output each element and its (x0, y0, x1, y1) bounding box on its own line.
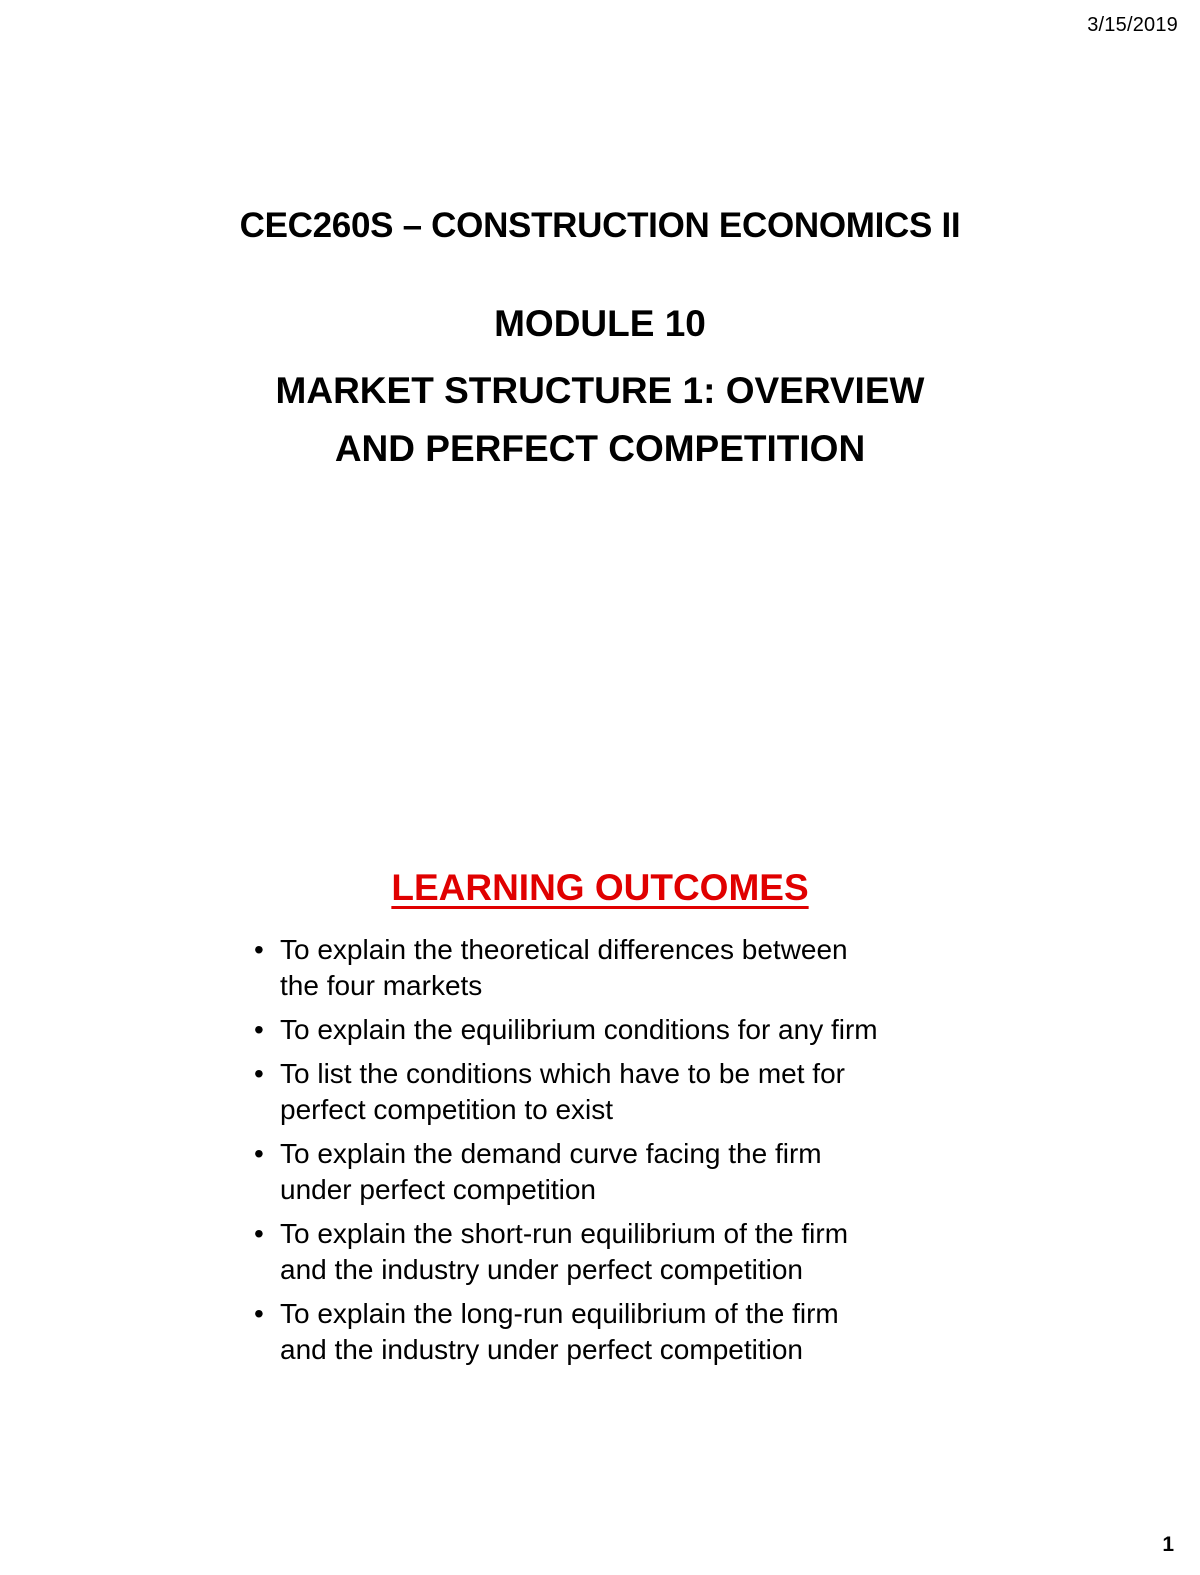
bullet-icon: • (254, 1138, 264, 1169)
outcome-text-continued: and the industry under perfect competition (280, 1254, 803, 1285)
learning-outcomes-list (250, 932, 970, 1376)
learning-outcomes-heading: LEARNING OUTCOMES (391, 867, 809, 908)
bullet-icon: • (254, 1014, 264, 1045)
outcome-item (250, 1136, 970, 1208)
outcome-text-continued: and the industry under perfect competition (280, 1334, 803, 1365)
page-number: 1 (1162, 1533, 1174, 1556)
outcome-text-continued: under perfect competition (280, 1174, 596, 1205)
outcome-text-continued: perfect competition to exist (280, 1094, 614, 1125)
course-title: CEC260S – CONSTRUCTION ECONOMICS II (239, 206, 961, 245)
print-date: 3/15/2019 (1087, 14, 1178, 36)
topic-title-line-2: AND PERFECT COMPETITION (334, 428, 866, 469)
outcome-item (250, 1296, 970, 1368)
outcome-item (250, 932, 970, 1004)
outcome-text: To explain the long-run equilibrium of the firm (280, 1298, 839, 1329)
outcome-item (250, 1216, 970, 1288)
title-slide (0, 190, 1200, 478)
outcome-text-continued: the four markets (280, 970, 483, 1001)
outcome-item (250, 1056, 970, 1128)
module-title: MODULE 10 (494, 303, 706, 344)
topic-title-line-1: MARKET STRUCTURE 1: OVERVIEW (275, 370, 925, 411)
learning-outcomes-slide (0, 858, 1200, 1365)
outcome-text: To list the conditions which have to be met for (280, 1058, 845, 1089)
outcome-text: To explain the theoretical differences between (280, 934, 848, 965)
outcome-text: To explain the equilibrium conditions for any firm (280, 1014, 878, 1045)
bullet-icon: • (254, 934, 264, 965)
outcome-item (250, 1012, 970, 1048)
bullet-icon: • (254, 1058, 264, 1089)
outcome-text: To explain the short-run equilibrium of the firm (280, 1218, 849, 1249)
outcome-text: To explain the demand curve facing the firm (280, 1138, 822, 1169)
bullet-icon: • (254, 1218, 264, 1249)
topic-title (0, 362, 1200, 478)
bullet-icon: • (254, 1298, 264, 1329)
